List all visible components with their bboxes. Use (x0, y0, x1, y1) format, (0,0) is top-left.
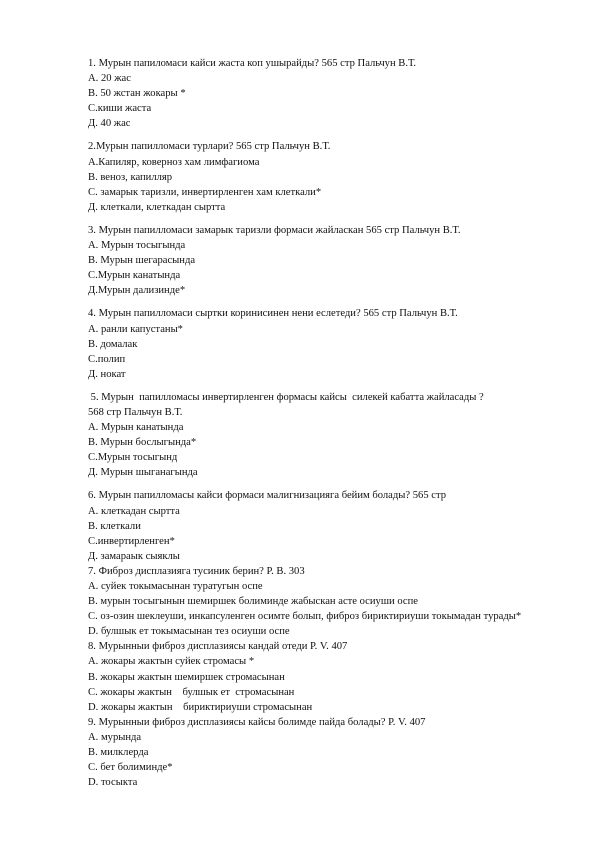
question-5-source: 568 стр Пальчун В.Т. (88, 406, 183, 418)
answer-option: С.Мурын канатында (88, 270, 181, 282)
question-9: 9. Мурынныи фиброз дисплазиясы кайсы болимде пайда болады? Р. V. 407 (88, 716, 426, 728)
answer-option: Д. Мурын шыганагында (88, 467, 198, 479)
answer-option: В. милклерда (88, 747, 149, 759)
answer-option: С.инвертирленген* (88, 535, 175, 547)
question-7: 7. Фиброз дисплазияга тусиник берин? Р. В. 303 (88, 565, 305, 577)
question-block-3 (88, 223, 558, 298)
answer-option: Д. клеткали, клеткадан сыртта (88, 201, 226, 213)
answer-option: А. жокары жактын суйек стромасы * (88, 656, 255, 668)
answer-option: D. булшык ет токымасынан тез осиуши оспе (88, 626, 290, 638)
answer-option: С. жокары жактын булшык ет стромасынан (88, 686, 295, 698)
answer-option: D. жокары жактын бириктириуши стромасынан (88, 701, 313, 713)
answer-option: А. мурында (88, 731, 142, 743)
question-8: 8. Мурынныи фиброз дисплазиясы кандай отеди Р. V. 407 (88, 641, 348, 653)
answer-option: В. мурын тосыгынын шемиршек болиминде жабыскан асте осиуши оспе (88, 596, 418, 608)
question-5: 5. Мурын папилломасы инвертирленген формасы кайсы силекей кабатта жайласады ? (88, 391, 484, 403)
question-block-1 (88, 56, 558, 131)
question-3: 3. Мурын папилломаси замарык таризли формаси жайласкан 565 стр Пальчун В.Т. (88, 224, 461, 236)
answer-option: А. 20 жас (88, 73, 131, 85)
question-4: 4. Мурын папилломаси сыртки коринисинен нени еслетеди? 565 стр Пальчун В.Т. (88, 308, 458, 320)
answer-option: Д. замараык сыяклы (88, 550, 180, 562)
question-6: 6. Мурын папилломасы кайси формаси малигнизацияга бейим болады? 565 стр (88, 490, 447, 502)
answer-option: А. ранли капустаны* (88, 323, 183, 335)
answer-option: В. домалак (88, 338, 138, 350)
answer-option: В. Мурын бослыгында* (88, 437, 197, 449)
answer-option: D. тосыкта (88, 777, 138, 789)
answer-option: В. жокары жактын шемиршек стромасынан (88, 671, 285, 683)
document-page (88, 56, 558, 790)
answer-option: С. оз-озин шеклеуши, инкапсуленген осимте болып, фиброз бириктириуши токымадан турады* (88, 611, 522, 623)
answer-option: А. Мурын тосыгында (88, 240, 186, 252)
answer-option: А. Мурын канатында (88, 422, 184, 434)
answer-option: Д. нокат (88, 368, 126, 380)
answer-option: С.полип (88, 353, 126, 365)
question-block-4 (88, 306, 558, 381)
answer-option: А.Капиляр, коверноз хам лимфагиома (88, 156, 260, 168)
question-block-5 (88, 390, 558, 481)
answer-option: В. веноз, капилляр (88, 171, 173, 183)
answer-option: С. бет болиминде* (88, 762, 173, 774)
answer-option: В. клеткали (88, 520, 141, 532)
answer-option: С. замарык таризли, инвертирленген хам клеткали* (88, 186, 322, 198)
question-block-6-9 (88, 488, 558, 790)
answer-option: Д.Мурын дализинде* (88, 285, 186, 297)
answer-option: А. клеткадан сыртта (88, 505, 180, 517)
question-block-2 (88, 139, 558, 214)
answer-option: А. суйек токымасынан туратугын оспе (88, 581, 263, 592)
answer-option: В. 50 жстан жокары * (88, 88, 186, 100)
answer-option: С.Мурын тосыгынд (88, 452, 178, 464)
answer-option: В. Мурын шегарасында (88, 255, 196, 267)
answer-option: С.киши жаста (88, 103, 152, 115)
answer-option: Д. 40 жас (88, 118, 131, 130)
question-2: 2.Мурын папилломаси турлари? 565 стр Пальчун В.Т. (88, 141, 331, 153)
question-1: 1. Мурын папиломаси кайси жаста коп ушырайды? 565 стр Пальчун В.Т. (88, 58, 417, 69)
